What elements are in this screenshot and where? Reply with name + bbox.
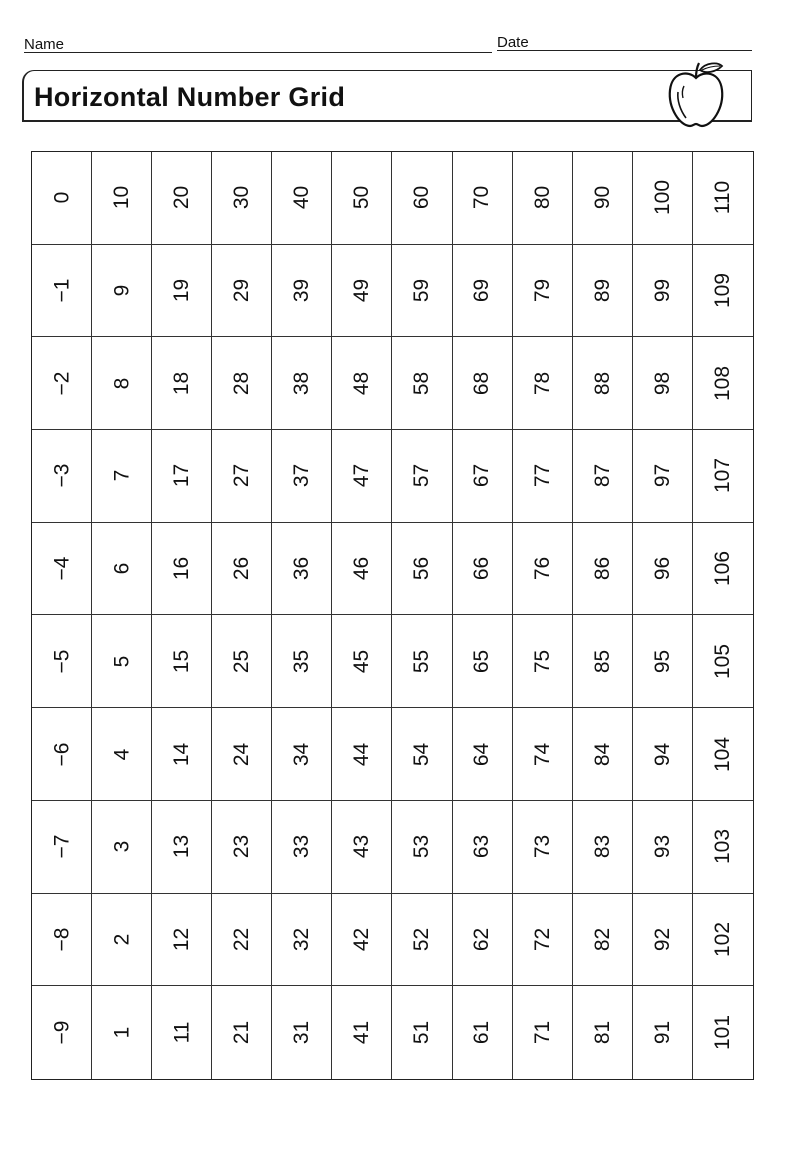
grid-cell <box>513 523 573 616</box>
grid-cell <box>32 337 92 430</box>
grid-cell <box>332 245 392 338</box>
grid-cell <box>32 523 92 616</box>
number-grid <box>31 151 754 1080</box>
grid-cell-number: 59 <box>410 278 434 303</box>
grid-cell <box>392 708 452 801</box>
grid-cell-number: 12 <box>170 927 194 952</box>
grid-cell-number: 104 <box>711 736 735 772</box>
grid-cell-number: 68 <box>470 371 494 395</box>
grid-cell-number: 14 <box>170 742 194 766</box>
grid-cell <box>633 615 693 708</box>
grid-cell <box>332 337 392 430</box>
grid-cell-number: 31 <box>290 1020 314 1045</box>
grid-cell-number: 26 <box>230 556 254 581</box>
grid-cell <box>513 615 573 708</box>
grid-cell <box>92 986 152 1079</box>
grid-cell <box>92 894 152 987</box>
grid-cell <box>92 430 152 523</box>
grid-cell <box>453 801 513 894</box>
grid-cell <box>392 337 452 430</box>
grid-cell-number: 7 <box>110 470 134 482</box>
grid-cell-number: 57 <box>410 464 434 488</box>
grid-cell-number: 58 <box>410 371 434 395</box>
grid-cell <box>212 337 272 430</box>
grid-cell-number: 77 <box>530 464 554 488</box>
grid-cell-number: 96 <box>650 556 674 581</box>
grid-cell <box>633 894 693 987</box>
grid-cell <box>272 986 332 1079</box>
grid-cell-number: 6 <box>110 562 134 575</box>
grid-cell-number: 93 <box>650 835 674 859</box>
grid-cell <box>513 152 573 245</box>
grid-cell-number: 4 <box>110 748 134 760</box>
grid-cell <box>573 337 633 430</box>
grid-cell-number: 97 <box>650 464 674 488</box>
grid-cell-number: 86 <box>590 556 614 581</box>
grid-cell-number: 10 <box>110 186 134 210</box>
grid-cell <box>573 894 633 987</box>
grid-cell <box>32 430 92 523</box>
grid-cell-number: 75 <box>530 649 554 674</box>
grid-cell-number: 25 <box>230 649 254 674</box>
grid-cell <box>453 430 513 523</box>
grid-cell <box>152 615 212 708</box>
grid-cell-number: 35 <box>290 649 314 674</box>
grid-cell <box>573 615 633 708</box>
grid-cell <box>513 708 573 801</box>
grid-cell <box>152 801 212 894</box>
grid-cell <box>633 801 693 894</box>
grid-cell <box>272 615 332 708</box>
grid-cell-number: −3 <box>50 463 74 488</box>
grid-cell <box>212 801 272 894</box>
grid-cell <box>633 152 693 245</box>
grid-cell <box>392 245 452 338</box>
grid-cell-number: 29 <box>230 278 254 303</box>
grid-cell-number: −5 <box>50 649 74 674</box>
grid-cell <box>332 523 392 616</box>
grid-cell <box>573 245 633 338</box>
grid-cell-number: 83 <box>590 835 614 859</box>
grid-cell-number: −1 <box>50 278 74 303</box>
grid-cell-number: 85 <box>590 649 614 674</box>
grid-cell <box>392 801 452 894</box>
grid-cell <box>392 615 452 708</box>
grid-cell <box>332 801 392 894</box>
grid-cell-number: −2 <box>50 371 74 396</box>
grid-cell <box>453 708 513 801</box>
grid-cell-number: 21 <box>230 1020 254 1045</box>
grid-cell <box>32 615 92 708</box>
grid-cell-number: 17 <box>170 464 194 488</box>
grid-cell-number: 80 <box>530 186 554 210</box>
grid-cell <box>272 801 332 894</box>
grid-cell-number: −7 <box>50 834 74 859</box>
grid-cell <box>453 523 513 616</box>
grid-cell-number: 47 <box>350 464 374 488</box>
grid-cell-number: 23 <box>230 835 254 859</box>
grid-cell <box>272 523 332 616</box>
grid-cell-number: 38 <box>290 371 314 395</box>
grid-cell-number: 91 <box>650 1020 674 1045</box>
grid-cell-number: 18 <box>170 371 194 395</box>
grid-cell <box>633 708 693 801</box>
grid-cell <box>513 894 573 987</box>
grid-cell-number: 72 <box>530 927 554 952</box>
grid-cell-number: 54 <box>410 742 434 766</box>
grid-cell-number: 55 <box>410 649 434 674</box>
grid-cell <box>152 430 212 523</box>
grid-cell-number: 30 <box>230 186 254 210</box>
grid-cell-number: 43 <box>350 835 374 859</box>
grid-cell <box>152 708 212 801</box>
grid-cell-number: 81 <box>590 1020 614 1045</box>
grid-cell-number: 79 <box>530 278 554 303</box>
grid-cell <box>693 615 753 708</box>
grid-cell-number: 61 <box>470 1020 494 1045</box>
grid-cell-number: 51 <box>410 1020 434 1045</box>
grid-cell-number: 13 <box>170 835 194 859</box>
grid-cell <box>92 801 152 894</box>
grid-cell <box>633 337 693 430</box>
grid-cell-number: 70 <box>470 186 494 210</box>
grid-cell-number: 102 <box>711 921 735 957</box>
grid-cell-number: 78 <box>530 371 554 395</box>
grid-cell-number: 65 <box>470 649 494 674</box>
grid-cell <box>573 986 633 1079</box>
grid-cell <box>453 615 513 708</box>
grid-cell <box>693 523 753 616</box>
apple-icon <box>664 58 728 130</box>
grid-cell-number: 66 <box>470 556 494 581</box>
grid-cell <box>633 986 693 1079</box>
grid-cell <box>573 430 633 523</box>
grid-cell-number: 88 <box>590 371 614 395</box>
grid-cell-number: 73 <box>530 835 554 859</box>
grid-cell <box>693 801 753 894</box>
grid-cell-number: 3 <box>110 840 134 853</box>
grid-cell-number: 8 <box>110 377 134 390</box>
grid-cell <box>32 894 92 987</box>
grid-cell-number: 105 <box>711 643 735 679</box>
date-field-line[interactable] <box>497 50 752 51</box>
grid-cell <box>513 430 573 523</box>
grid-cell-number: 74 <box>530 742 554 766</box>
grid-cell-number: 33 <box>290 835 314 859</box>
grid-cell-number: 52 <box>410 927 434 952</box>
grid-cell <box>513 245 573 338</box>
grid-cell-number: 46 <box>350 556 374 581</box>
grid-cell-number: 20 <box>170 186 194 210</box>
grid-cell-number: 64 <box>470 742 494 766</box>
grid-cell-number: 41 <box>350 1020 374 1045</box>
grid-cell-number: 2 <box>110 933 134 946</box>
grid-cell <box>212 523 272 616</box>
grid-cell-number: 39 <box>290 278 314 303</box>
grid-cell <box>453 986 513 1079</box>
grid-cell <box>32 986 92 1079</box>
grid-cell <box>633 430 693 523</box>
grid-cell-number: 48 <box>350 371 374 395</box>
grid-cell-number: 108 <box>711 365 735 401</box>
grid-cell-number: 82 <box>590 927 614 952</box>
date-label: Date <box>497 34 529 51</box>
grid-cell <box>92 615 152 708</box>
grid-cell-number: 110 <box>711 181 735 215</box>
grid-cell <box>92 523 152 616</box>
grid-cell <box>92 245 152 338</box>
grid-cell-number: 89 <box>590 278 614 303</box>
grid-cell-number: 45 <box>350 649 374 674</box>
grid-cell-number: 107 <box>711 458 735 494</box>
grid-cell-number: −4 <box>50 556 74 581</box>
grid-cell <box>92 337 152 430</box>
grid-cell <box>332 615 392 708</box>
grid-cell <box>513 986 573 1079</box>
grid-cell <box>152 152 212 245</box>
grid-cell-number: 44 <box>350 742 374 766</box>
grid-cell-number: 63 <box>470 835 494 859</box>
grid-cell-number: 84 <box>590 742 614 766</box>
grid-cell <box>633 523 693 616</box>
grid-cell <box>272 152 332 245</box>
grid-cell <box>573 152 633 245</box>
grid-cell-number: 42 <box>350 927 374 952</box>
grid-cell-number: 19 <box>170 278 194 303</box>
grid-cell-number: 1 <box>110 1026 134 1039</box>
grid-cell-number: 71 <box>530 1020 554 1045</box>
grid-cell <box>453 152 513 245</box>
grid-cell <box>212 152 272 245</box>
grid-cell-number: 9 <box>110 284 134 297</box>
grid-cell-number: 56 <box>410 556 434 581</box>
grid-cell <box>152 894 212 987</box>
grid-cell <box>272 337 332 430</box>
grid-cell <box>332 152 392 245</box>
grid-cell <box>212 708 272 801</box>
grid-cell <box>573 708 633 801</box>
grid-cell <box>332 430 392 523</box>
grid-cell-number: 27 <box>230 464 254 488</box>
grid-cell-number: 67 <box>470 464 494 488</box>
grid-cell-number: 40 <box>290 186 314 210</box>
grid-cell <box>32 245 92 338</box>
grid-cell <box>212 894 272 987</box>
grid-cell <box>32 152 92 245</box>
grid-cell-number: 95 <box>650 649 674 674</box>
grid-cell <box>212 986 272 1079</box>
grid-cell <box>32 708 92 801</box>
name-field-line[interactable] <box>24 52 492 53</box>
grid-cell <box>633 245 693 338</box>
grid-cell <box>392 894 452 987</box>
grid-cell <box>272 430 332 523</box>
grid-cell-number: 22 <box>230 927 254 952</box>
grid-cell <box>392 152 452 245</box>
grid-cell-number: −6 <box>50 742 74 767</box>
grid-cell <box>152 523 212 616</box>
grid-cell-number: 106 <box>711 551 735 587</box>
grid-cell <box>152 337 212 430</box>
name-label: Name <box>24 36 65 53</box>
grid-cell <box>92 708 152 801</box>
grid-cell <box>573 801 633 894</box>
grid-cell-number: 37 <box>290 464 314 488</box>
grid-cell <box>392 430 452 523</box>
grid-cell-number: 76 <box>530 556 554 581</box>
grid-cell-number: 49 <box>350 278 374 303</box>
grid-cell <box>332 894 392 987</box>
grid-cell-number: 87 <box>590 464 614 488</box>
grid-cell <box>693 430 753 523</box>
page-title: Horizontal Number Grid <box>34 82 346 112</box>
grid-cell <box>332 986 392 1079</box>
grid-cell <box>272 708 332 801</box>
grid-cell-number: 98 <box>650 371 674 395</box>
grid-cell-number: 32 <box>290 927 314 952</box>
grid-cell <box>212 245 272 338</box>
grid-cell-number: 16 <box>170 556 194 581</box>
grid-cell <box>152 986 212 1079</box>
grid-cell-number: 92 <box>650 927 674 952</box>
grid-cell <box>573 523 633 616</box>
grid-cell-number: 34 <box>290 742 314 766</box>
grid-cell <box>513 801 573 894</box>
grid-cell <box>332 708 392 801</box>
grid-cell-number: 109 <box>711 273 735 309</box>
grid-cell-number: 99 <box>650 278 674 303</box>
grid-cell <box>392 986 452 1079</box>
grid-cell-number: 0 <box>50 192 74 204</box>
grid-cell <box>693 708 753 801</box>
grid-cell-number: 90 <box>590 186 614 210</box>
grid-cell-number: 103 <box>711 829 735 865</box>
grid-cell-number: 28 <box>230 371 254 395</box>
grid-cell <box>513 337 573 430</box>
grid-cell <box>392 523 452 616</box>
grid-cell <box>32 801 92 894</box>
grid-cell-number: 100 <box>650 180 674 216</box>
grid-cell <box>212 430 272 523</box>
grid-cell-number: 53 <box>410 835 434 859</box>
grid-cell <box>152 245 212 338</box>
grid-cell-number: 94 <box>650 742 674 766</box>
grid-cell <box>693 245 753 338</box>
grid-cell-number: −8 <box>50 927 74 952</box>
grid-cell-number: 101 <box>711 1015 735 1051</box>
grid-cell-number: 36 <box>290 556 314 581</box>
grid-cell <box>272 245 332 338</box>
grid-cell-number: 5 <box>110 655 134 668</box>
grid-cell-number: 15 <box>170 649 194 674</box>
grid-cell <box>693 894 753 987</box>
grid-cell-number: 69 <box>470 278 494 303</box>
grid-cell-number: 60 <box>410 186 434 210</box>
grid-cell <box>693 986 753 1079</box>
grid-cell <box>693 337 753 430</box>
grid-cell-number: 24 <box>230 742 254 766</box>
grid-cell-number: 11 <box>170 1021 194 1044</box>
grid-cell <box>453 337 513 430</box>
grid-cell-number: 50 <box>350 186 374 210</box>
grid-cell-number: −9 <box>50 1020 74 1045</box>
grid-cell <box>453 245 513 338</box>
grid-cell <box>92 152 152 245</box>
grid-cell <box>693 152 753 245</box>
grid-cell <box>212 615 272 708</box>
grid-cell-number: 62 <box>470 927 494 952</box>
grid-cell <box>272 894 332 987</box>
grid-cell <box>453 894 513 987</box>
